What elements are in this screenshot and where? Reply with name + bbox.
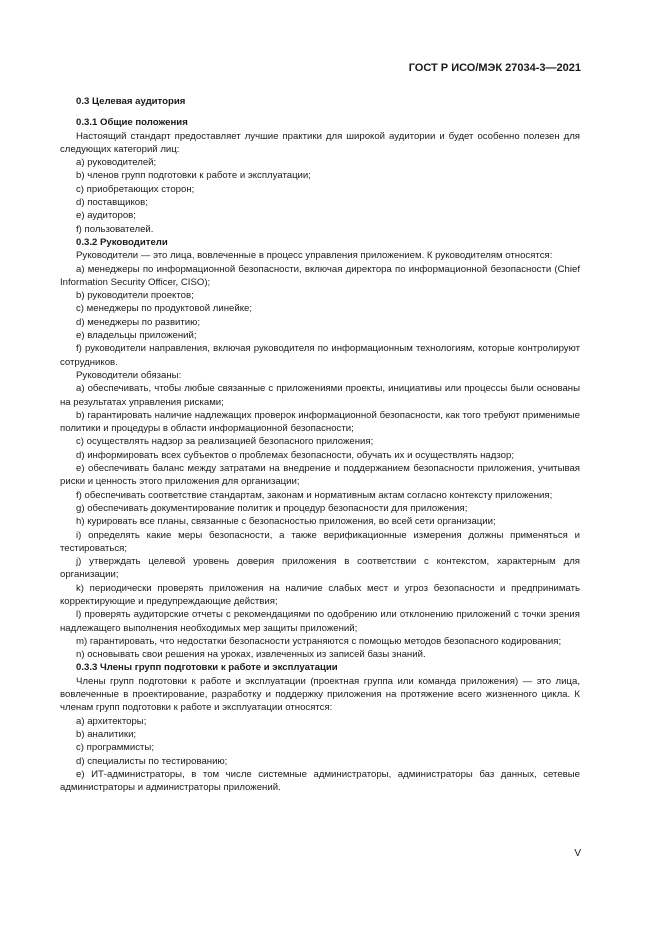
paragraph: n) основывать свои решения на уроках, извлеченных из записей базы знаний. <box>76 649 426 661</box>
paragraph: d) специалисты по тестированию; <box>76 755 228 767</box>
paragraph: i) определять какие меры безопасности, а также верификационные измерения должны применяться и тестироваться; <box>60 529 580 554</box>
paragraph: e) владельцы приложений; <box>76 330 197 342</box>
paragraph: b) членов групп подготовки к работе и эксплуатации; <box>76 170 311 182</box>
paragraph: a) менеджеры по информационной безопасности, включая директора по информационной безопасности (Chief Information Security Officer, CISO); <box>60 263 580 288</box>
paragraph: d) менеджеры по развитию; <box>76 316 201 328</box>
paragraph: Настоящий стандарт предоставляет лучшие практики для широкой аудитории и будет особенно полезен для следующих категорий лиц: <box>60 130 580 155</box>
paragraph: d) информировать всех субъектов о проблемах безопасности, обучать их и осуществлять надзор; <box>76 449 514 461</box>
paragraph: b) руководители проектов; <box>76 290 194 302</box>
paragraph: c) приобретающих сторон; <box>76 183 195 195</box>
paragraph: c) менеджеры по продуктовой линейке; <box>76 303 253 315</box>
paragraph: a) руководителей; <box>76 157 157 169</box>
paragraph: f) обеспечивать соответствие стандартам, законам и нормативным актам согласно контексту приложения; <box>76 489 553 501</box>
paragraph: g) обеспечивать документирование политик и процедур безопасности для приложения; <box>76 502 468 514</box>
paragraph: j) утверждать целевой уровень доверия приложения в соответствии с контекстом, характерным для организации; <box>60 556 580 581</box>
paragraph: Члены групп подготовки к работе и эксплуатации (проектная группа или команда приложения) — это лица, вовлеченные в проектирование, разработку и поддержку приложения на протяжение всего жизненного цикла. К членам групп подготовки к работе и эксплуатации относятся: <box>60 675 580 714</box>
paragraph: b) аналитики; <box>76 728 137 740</box>
section-heading: 0.3 Целевая аудитория <box>76 96 186 107</box>
paragraph: a) обеспечивать, чтобы любые связанные с приложениями проекты, инициативы или процессы были основаны на результатах управления рисками; <box>60 383 580 408</box>
section-heading: 0.3.2 Руководители <box>76 236 168 248</box>
paragraph: h) курировать все планы, связанные с безопасностью приложения, во всей сети организации; <box>76 516 496 528</box>
paragraph: e) аудиторов; <box>76 210 136 222</box>
document-body <box>60 95 580 794</box>
paragraph: d) поставщиков; <box>76 197 148 209</box>
paragraph: a) архитекторы; <box>76 715 147 727</box>
paragraph: f) пользователей. <box>76 223 154 235</box>
page-number: V <box>574 848 581 859</box>
paragraph: e) обеспечивать баланс между затратами на внедрение и поддержанием безопасности приложения, учитывая риски и ценность этого приложения для организации; <box>60 463 580 488</box>
section-heading: 0.3.3 Члены групп подготовки к работе и эксплуатации <box>76 662 338 674</box>
paragraph: b) гарантировать наличие надлежащих проверок информационной безопасности, как того требуют применимые политики и процедуры в области информационной безопасности; <box>60 409 580 435</box>
paragraph: k) периодически проверять приложения на наличие слабых мест и угроз безопасности и предпринимать корректирующие и предупреждающие действия; <box>60 582 580 607</box>
paragraph: m) гарантировать, что недостатки безопасности устраняются с помощью методов безопасного кодирования; <box>76 635 562 647</box>
paragraph: Руководители обязаны: <box>76 369 182 381</box>
paragraph: f) руководители направления, включая руководителя по информационным технологиям, которые контролируют сотрудников. <box>60 343 580 368</box>
section-heading: 0.3.1 Общие положения <box>76 117 188 129</box>
paragraph: l) проверять аудиторские отчеты с рекомендациями по одобрению или отклонению приложений с точки зрения надлежащего выполнения необходимых мер защиты приложений; <box>60 609 580 634</box>
paragraph: c) программисты; <box>76 742 154 754</box>
paragraph: c) осуществлять надзор за реализацией безопасного приложения; <box>76 436 374 448</box>
paragraph: e) ИТ-администраторы, в том числе системные администраторы, администраторы баз данных, сетевые администраторы и администраторы приложений. <box>60 768 580 794</box>
paragraph: Руководители — это лица, вовлеченные в процесс управления приложением. К руководителям относятся: <box>76 250 553 262</box>
document-header: ГОСТ Р ИСО/МЭК 27034-3—2021 <box>408 62 581 74</box>
